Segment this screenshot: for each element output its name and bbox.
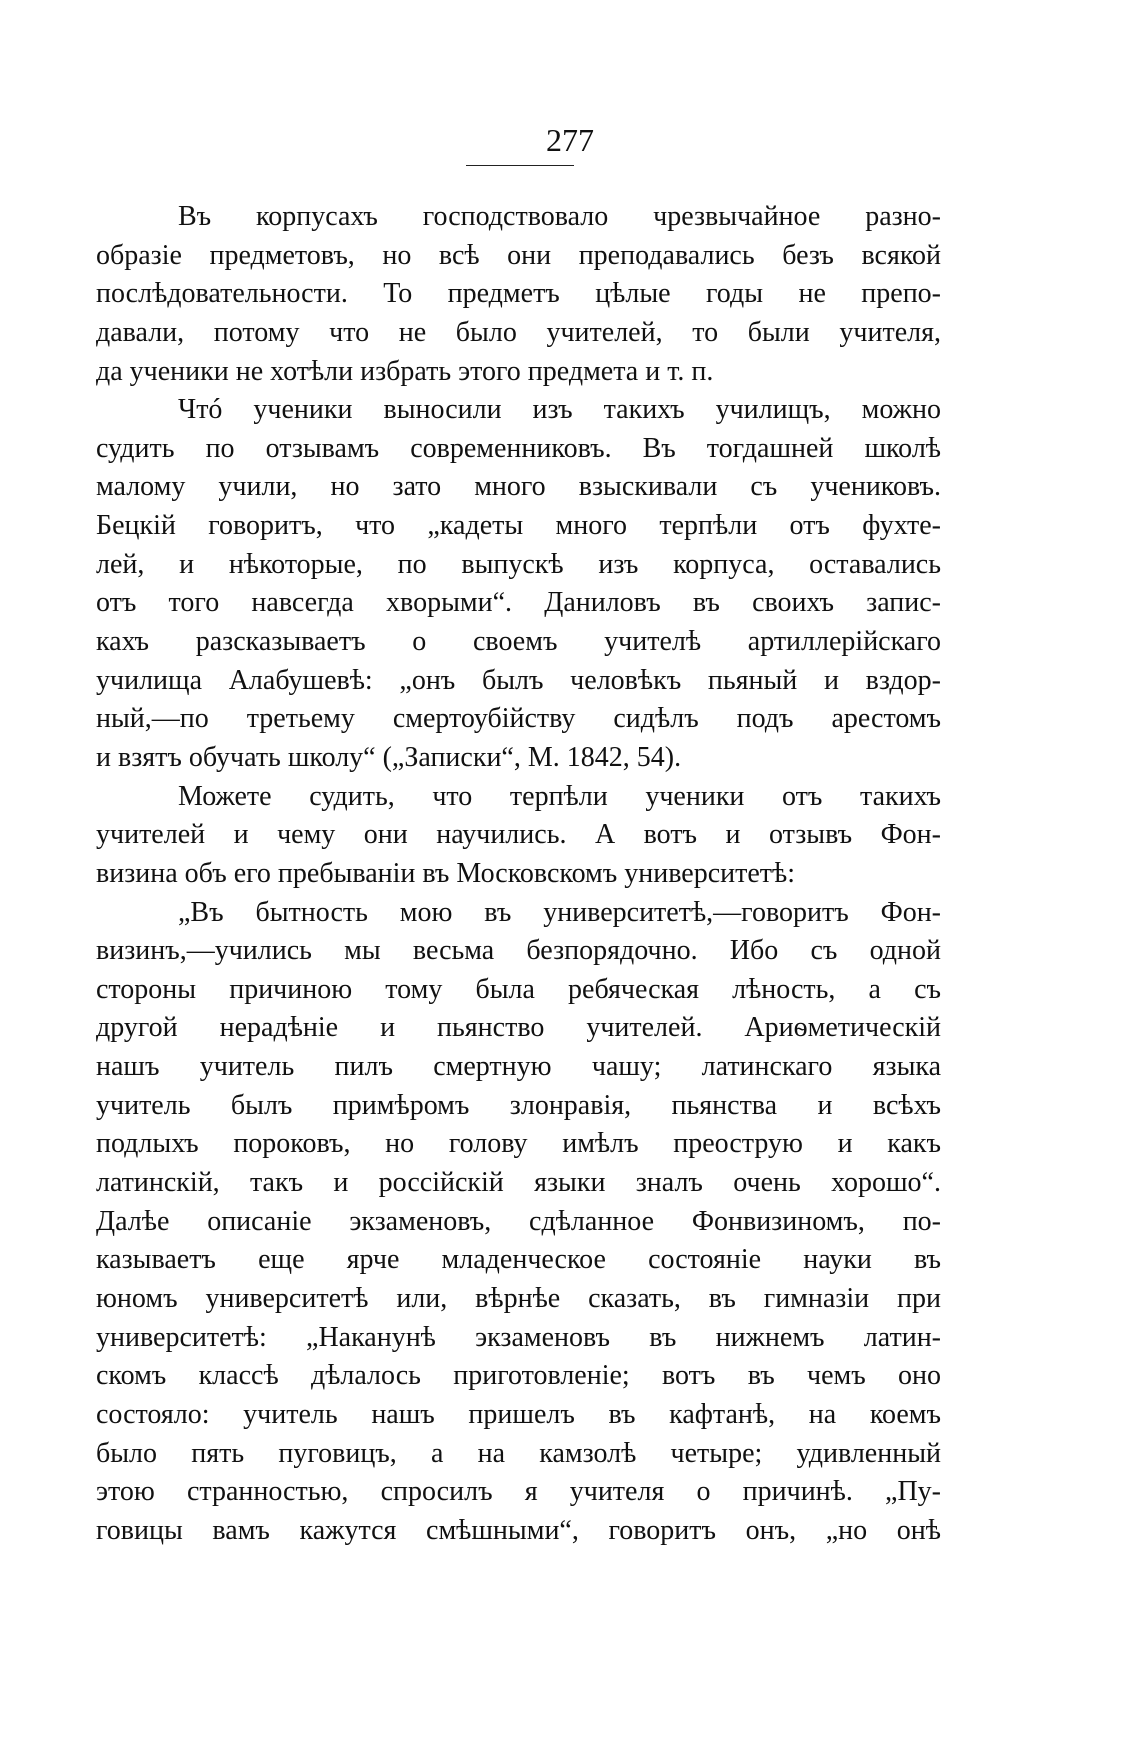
text-line: этою странностью, спросилъ я учителя о причинѣ. „Пу- <box>96 1476 941 1508</box>
text-line: „Въ бытность мою въ университетѣ,—говоритъ Фон- <box>178 896 941 928</box>
text-line: судить по отзывамъ современниковъ. Въ тогдашней школѣ <box>96 432 941 464</box>
page-number: 277 <box>546 122 594 158</box>
text-line: отъ того навсегда хворыми“. Даниловъ въ своихъ запис- <box>96 587 941 619</box>
text-line: Бецкій говоритъ, что „кадеты много терпѣли отъ фухте- <box>96 510 941 542</box>
text-line: образіе предметовъ, но всѣ они преподавались безъ всякой <box>96 239 941 271</box>
text-line: давали, потому что не было учителей, то были учителя, <box>96 316 941 348</box>
text-line: визина объ его пребываніи въ Московскомъ университетѣ: <box>96 857 795 889</box>
text-line: казываетъ еще ярче младенческое состояніе науки въ <box>96 1244 941 1276</box>
text-line: Чтó ученики выносили изъ такихъ училищъ, можно <box>178 394 941 426</box>
text-line: учителей и чему они научились. А вотъ и отзывъ Фон- <box>96 819 941 851</box>
text-line: говицы вамъ кажутся смѣшными“, говоритъ онъ, „но онѣ <box>96 1514 941 1546</box>
text-line: Далѣе описаніе экзаменовъ, сдѣланное Фонвизиномъ, по- <box>96 1205 941 1237</box>
text-line: кахъ разсказываетъ о своемъ учителѣ артиллерійскаго <box>96 626 941 658</box>
text-line: Можете судить, что терпѣли ученики отъ такихъ <box>178 780 941 812</box>
page-number-rule <box>466 165 574 166</box>
text-line: да ученики не хотѣли избрать этого предмета и т. п. <box>96 355 714 387</box>
text-line: учитель былъ примѣромъ злонравія, пьянства и всѣхъ <box>96 1089 941 1121</box>
text-line: лей, и нѣкоторые, по выпускѣ изъ корпуса, оставались <box>96 548 941 580</box>
body-text <box>96 198 941 1550</box>
text-line: Въ корпусахъ господствовало чрезвычайное разно- <box>178 201 941 232</box>
text-line: латинскій, такъ и россійскій языки зналъ очень хорошо“. <box>96 1167 941 1199</box>
text-line: скомъ классѣ дѣлалось приготовленіе; вотъ въ чемъ оно <box>96 1360 941 1392</box>
text-line: университетѣ: „Наканунѣ экзаменовъ въ нижнемъ латин- <box>96 1321 941 1353</box>
text-line: малому учили, но зато много взыскивали съ учениковъ. <box>96 471 941 503</box>
text-line: было пять пуговицъ, а на камзолѣ четыре; удивленный <box>96 1437 941 1469</box>
text-line: стороны причиною тому была ребяческая лѣность, а съ <box>96 973 941 1005</box>
text-line: подлыхъ пороковъ, но голову имѣлъ преострую и какъ <box>96 1128 941 1160</box>
text-line: юномъ университетѣ или, вѣрнѣе сказать, въ гимназіи при <box>96 1282 941 1314</box>
text-line: училища Алабушевѣ: „онъ былъ человѣкъ пьяный и вздор- <box>96 664 941 696</box>
text-line: состояло: учитель нашъ пришелъ въ кафтанѣ, на коемъ <box>96 1398 941 1430</box>
text-line: ный,—по третьему смертоубійству сидѣлъ подъ арестомъ <box>96 703 941 735</box>
text-line: визинъ,—учились мы весьма безпорядочно. Ибо съ одной <box>96 935 941 967</box>
text-line: нашъ учитель пилъ смертную чашу; латинскаго языка <box>96 1051 941 1083</box>
text-line: послѣдовательности. То предметъ цѣлые годы не препо- <box>96 278 941 310</box>
text-line: другой нерадѣніе и пьянство учителей. Ариѳметическій <box>96 1012 941 1044</box>
text-line: и взятъ обучать школу“ („Записки“, М. 1842, 54). <box>96 741 682 773</box>
